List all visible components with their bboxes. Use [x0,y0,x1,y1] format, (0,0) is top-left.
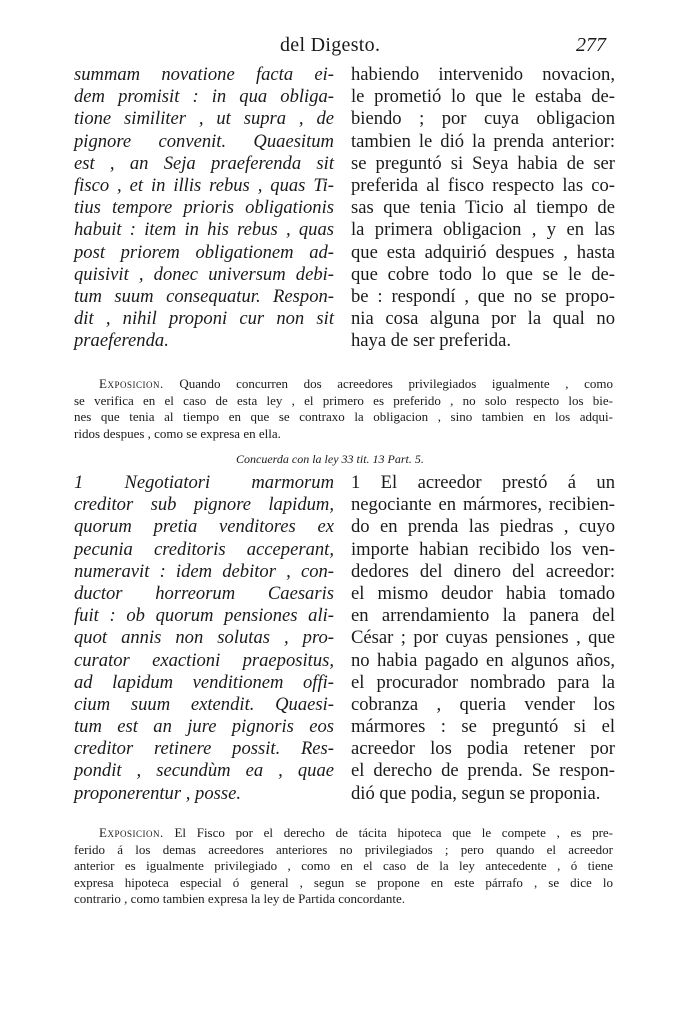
spanish-line: 1 El acreedor prestó á un [351,472,615,493]
spanish-line: sas que tenia Ticio al tiempo de [351,197,615,219]
latin-line: tum suum consequatur. Respon- [74,285,334,307]
exposition-note-2 [74,825,614,908]
latin-line: quorum pretia venditores ex [74,516,334,538]
exposition-note-1 [74,376,613,442]
latin-line: fuit : ob quorum pensiones ali- [74,605,334,627]
spanish-line: nia cosa alguna por la qual no [351,308,615,330]
spanish-line: tambien le dió la prenda anterior: [351,130,615,152]
exposition-line: ridos despues , como se expresa en ella. [74,425,281,441]
latin-line: post priorem obligationem ad- [74,241,334,263]
latin-line: pignore convenit. Quaesitum [74,130,334,152]
running-header-title: del Digesto. [280,34,381,56]
spanish-line: acreedor los podia retener por [351,738,615,760]
exposition-label: Exposicion. [99,376,164,391]
spanish-line: que cobre todo lo que se le de- [351,263,615,285]
spanish-line: do en prenda las piedras , cuyo [351,516,615,538]
latin-line: pondit , secundùm ea , quae [74,760,334,782]
spanish-line: preferida al fisco respecto las co- [351,174,615,196]
spanish-line: habiendo intervenido novacion, [351,64,615,85]
exposition-line: se verifica en el caso de esta ley , el primero es preferido , no solo respecto los bie- [74,392,613,408]
spanish-line: dedores del dinero del acreedor: [351,560,615,582]
latin-line: creditor sub pignore lapidum, [74,494,334,516]
spanish-line: el mismo deudor habia tomado [351,582,615,604]
concordance-note: Concuerda con la ley 33 tit. 13 Part. 5. [236,452,424,466]
latin-line: habuit : item in his rebus , quas [74,219,334,241]
spanish-line: no habia pagado en algunos años, [351,649,615,671]
latin-line: creditor retinere possit. Res- [74,738,334,760]
exposition-text: Quando concurren dos acreedores privilegiados igualmente , como [179,376,613,391]
latin-line: tione similiter , ut supra , de [74,108,334,130]
spanish-line: se preguntó si Seya habia de ser [351,152,615,174]
spanish-line: la primera obligacion , y en las [351,219,615,241]
latin-line: summam novatione facta ei- [74,64,334,85]
exposition-line [99,825,613,842]
latin-line: tius tempore prioris obligationis [74,197,334,219]
spanish-line: cobranza , queria vender los [351,693,615,715]
exposition-line [99,376,613,393]
latin-line: ad lapidum venditionem offi- [74,671,334,693]
latin-line: tum est an jure pignoris eos [74,716,334,738]
latin-line: quot annis non solutas , pro- [74,627,334,649]
latin-line: proponerentur , posse. [74,782,241,804]
latin-line: numeravit : idem debitor , con- [74,560,334,582]
latin-line: quisivit , donec universum debi- [74,263,334,285]
latin-line: dem promisit : in qua obliga- [74,86,334,108]
spanish-column-section2 [351,472,615,805]
spanish-line: en arrendamiento la panera del [351,605,615,627]
spanish-line: negociante en mármores, recibien- [351,494,615,516]
latin-line: praeferenda. [74,330,169,352]
exposition-line: contrario , como tambien expresa la ley de Partida concordante. [74,891,406,907]
spanish-line: importe habian recibido los ven- [351,538,615,560]
latin-line: dit , nihil proponi cur non sit [74,308,334,330]
spanish-line: que esta adquirió despues , hasta [351,241,615,263]
spanish-line: dió que podia, segun se proponia. [351,782,601,804]
latin-column-section1 [74,64,334,352]
exposition-text: El Fisco por el derecho de tácita hipoteca que le compete , es pre- [174,825,614,840]
latin-line: curator exactioni praepositus, [74,649,334,671]
spanish-line: biendo ; por cuya obligacion [351,108,615,130]
latin-line: pecunia creditoris acceperant, [74,538,334,560]
exposition-line: ferido á los demas acreedores anteriores no privilegiados ; pero quando el acreedor [74,841,613,857]
exposition-line: expresa hipoteca especial ó general , segun se propone en este párrafo , se dice lo [74,874,613,890]
latin-column-section2 [74,472,334,805]
spanish-line: el derecho de prenda. Se respon- [351,760,615,782]
latin-line: est , an Seja praeferenda sit [74,152,334,174]
latin-line: cium suum extendit. Quaesi- [74,693,334,715]
exposition-label: Exposicion. [99,825,164,840]
latin-line: 1 Negotiatori marmorum [74,472,334,493]
spanish-line: el procurador nombrado para la [351,671,615,693]
spanish-line: le prometió lo que le estaba de- [351,86,615,108]
spanish-line: haya de ser preferida. [351,330,512,352]
spanish-line: be : respondí , que no se propo- [351,285,615,307]
latin-line: ductor horreorum Caesaris [74,582,334,604]
latin-line: fisco , et in illis rebus , quas Ti- [74,174,334,196]
spanish-line: mármores : se preguntó si el [351,716,615,738]
exposition-line: anterior es igualmente privilegiado , como en el caso de la ley antecedente , ó tiene [74,858,613,874]
spanish-line: César ; por cuyas pensiones , que [351,627,615,649]
spanish-column-section1 [351,64,615,352]
exposition-line: nes que tenia al tiempo en que se contraxo la obligacion , sino tambien en los adqui- [74,409,613,425]
page-number: 277 [576,34,606,56]
